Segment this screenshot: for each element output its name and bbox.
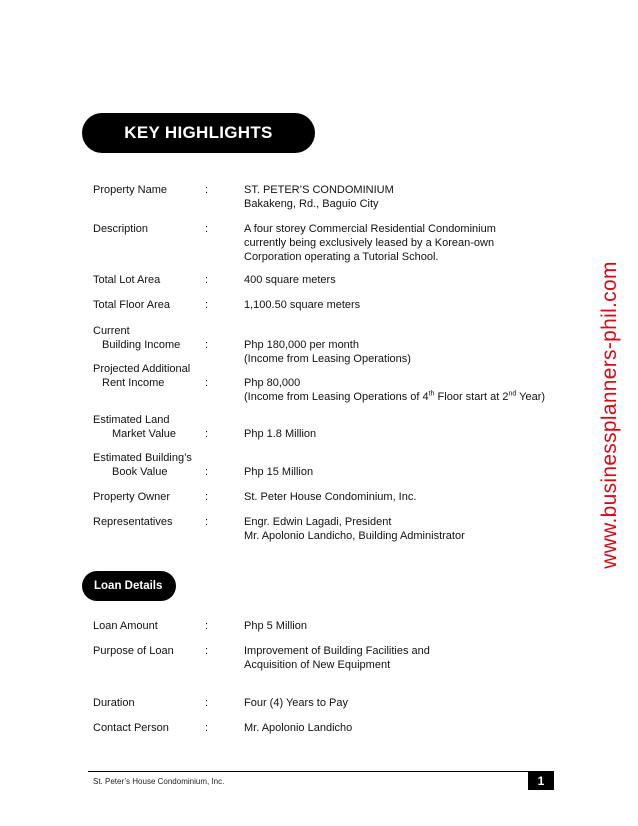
footer-divider bbox=[88, 771, 554, 772]
website-watermark bbox=[598, 210, 622, 620]
value-purpose-line-2: Acquisition of New Equipment bbox=[244, 659, 391, 671]
label-current: Current bbox=[93, 325, 130, 337]
colon: : bbox=[205, 377, 209, 389]
value-total-lot-area: 400 square meters bbox=[244, 274, 336, 286]
label-loan-amount: Loan Amount bbox=[93, 620, 158, 632]
colon: : bbox=[205, 428, 209, 440]
value-loan-amount: Php 5 Million bbox=[244, 620, 307, 632]
label-total-floor-area: Total Floor Area bbox=[93, 299, 171, 311]
label-rent-income: Rent Income bbox=[102, 377, 165, 389]
value-property-owner: St. Peter House Condominium, Inc. bbox=[244, 491, 417, 503]
label-contact-person: Contact Person bbox=[93, 722, 169, 734]
colon: : bbox=[205, 620, 209, 632]
colon: : bbox=[205, 339, 209, 351]
colon: : bbox=[205, 184, 209, 196]
colon: : bbox=[205, 274, 209, 286]
label-estimated-building: Estimated Building’s bbox=[93, 452, 192, 464]
label-total-lot-area: Total Lot Area bbox=[93, 274, 161, 286]
colon: : bbox=[205, 697, 209, 709]
label-projected-additional: Projected Additional bbox=[93, 363, 191, 375]
colon: : bbox=[205, 299, 209, 311]
colon: : bbox=[205, 516, 209, 528]
value-description-line-3: Corporation operating a Tutorial School. bbox=[244, 251, 439, 263]
value-building-income-note: (Income from Leasing Operations) bbox=[244, 353, 411, 365]
value-land-market-value: Php 1.8 Million bbox=[244, 428, 317, 440]
colon: : bbox=[205, 223, 209, 235]
label-duration: Duration bbox=[93, 697, 135, 709]
value-purpose-line-1: Improvement of Building Facilities and bbox=[244, 645, 430, 657]
watermark-text: www.businessplanners-phil.com bbox=[598, 261, 621, 569]
value-rent-income-note: (Income from Leasing Operations of 4th Floor start at 2nd Year) bbox=[244, 390, 546, 403]
value-rent-income: Php 80,000 bbox=[244, 377, 301, 389]
colon: : bbox=[205, 491, 209, 503]
value-building-book-value: Php 15 Million bbox=[244, 466, 314, 478]
label-description: Description bbox=[93, 223, 149, 235]
label-representatives: Representatives bbox=[93, 516, 173, 528]
label-purpose-of-loan: Purpose of Loan bbox=[93, 645, 174, 657]
label-estimated-land: Estimated Land bbox=[93, 414, 170, 426]
label-property-name: Property Name bbox=[93, 184, 167, 196]
loan-details-heading: Loan Details bbox=[82, 571, 176, 601]
key-highlights-heading: KEY HIGHLIGHTS bbox=[82, 113, 315, 153]
label-property-owner: Property Owner bbox=[93, 491, 171, 503]
colon: : bbox=[205, 722, 209, 734]
value-property-address: Bakakeng, Rd., Baguio City bbox=[244, 198, 379, 210]
colon: : bbox=[205, 466, 209, 478]
value-description-line-1: A four storey Commercial Residential Condominium bbox=[244, 223, 496, 235]
label-book-value: Book Value bbox=[112, 466, 168, 478]
colon: : bbox=[205, 645, 209, 657]
value-representative-2: Mr. Apolonio Landicho, Building Administrator bbox=[244, 530, 465, 542]
value-property-name: ST. PETER’S CONDOMINIUM bbox=[244, 184, 394, 196]
value-building-income: Php 180,000 per month bbox=[244, 339, 359, 351]
value-description-line-2: currently being exclusively leased by a Korean-own bbox=[244, 237, 495, 249]
value-representative-1: Engr. Edwin Lagadi, President bbox=[244, 516, 392, 528]
value-total-floor-area: 1,100.50 square meters bbox=[244, 299, 361, 311]
footer-company: St. Peter’s House Condominium, Inc. bbox=[93, 777, 225, 786]
value-contact-person: Mr. Apolonio Landicho bbox=[244, 722, 353, 734]
page-number: 1 bbox=[528, 771, 554, 790]
value-duration: Four (4) Years to Pay bbox=[244, 697, 348, 709]
label-market-value: Market Value bbox=[112, 428, 176, 440]
label-building-income: Building Income bbox=[102, 339, 181, 351]
